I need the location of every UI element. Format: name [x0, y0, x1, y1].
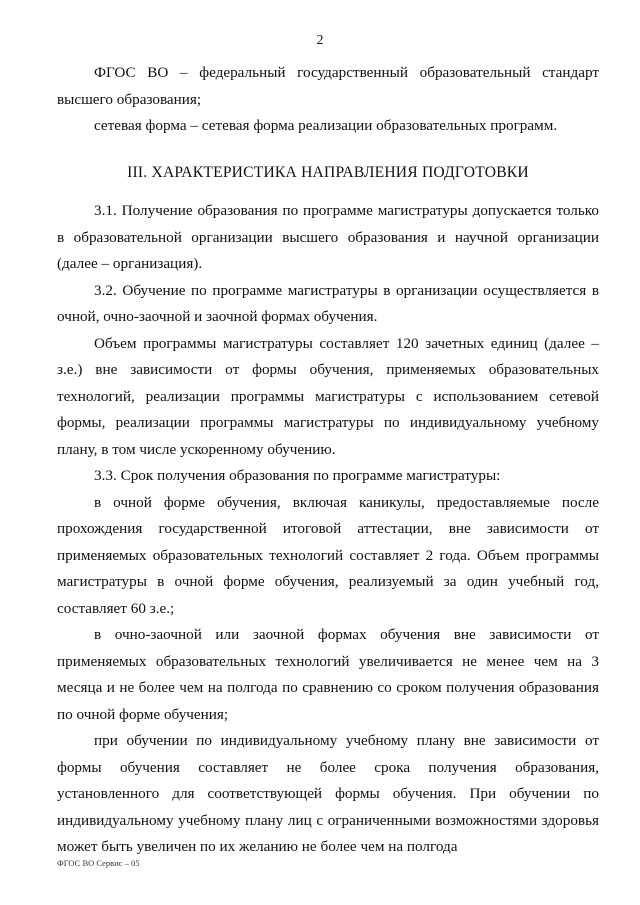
page-number: 2 — [316, 33, 324, 48]
paragraph-individual-plan: при обучении по индивидуальному учебному плану вне зависимости от формы обучения составляет не более срока получения образования, установленного для соответствующей формы обучения. При обучении по индивидуальному учебному плану лиц с ограниченными возможностями здоровья может быть увеличен по их желанию не более чем на полгода — [57, 732, 599, 855]
paragraph-volume: Объем программы магистратуры составляет 120 зачетных единиц (далее – з.е.) вне зависимости от формы обучения, применяемых образовательных технологий, реализации программы магистратуры с использованием сетевой формы, реализации программы магистратуры по индивидуальному учебному плану, в том числе ускоренному обучению. — [57, 334, 599, 458]
definition-network-form: сетевая форма – сетевая форма реализации образовательных программ. — [94, 117, 558, 134]
document-body — [57, 60, 599, 861]
section-heading: III. ХАРАКТЕРИСТИКА НАПРАВЛЕНИЯ ПОДГОТОВКИ — [127, 163, 529, 181]
definition-fgos: ФГОС ВО – федеральный государственный образовательный стандарт высшего образования; — [57, 64, 599, 108]
paragraph-3-3: 3.3. Срок получения образования по программе магистратуры: — [94, 467, 501, 484]
paragraph-3-1: 3.1. Получение образования по программе магистратуры допускается только в образовательной организации высшего образования и научной организации (далее – организация). — [57, 202, 599, 272]
footer-service-mark: ФГОС ВО Сервис – 05 — [57, 858, 140, 868]
paragraph-3-2: 3.2. Обучение по программе магистратуры в организации осуществляется в очной, очно-заочной и заочной формах обучения. — [57, 281, 599, 325]
paragraph-full-time: в очной форме обучения, включая каникулы, предоставляемые после прохождения государственной итоговой аттестации, вне зависимости от применяемых образовательных технологий составляет 2 года. Объем программы магистратуры в очной форме обучения, реализуемый за один учебный год, составляет 60 з.е.; — [57, 493, 599, 617]
paragraph-part-time: в очно-заочной или заочной формах обучения вне зависимости от применяемых образовательных технологий увеличивается не менее чем на 3 месяца и не более чем на полгода по сравнению со сроком получения образования по очной форме обучения; — [57, 626, 599, 723]
